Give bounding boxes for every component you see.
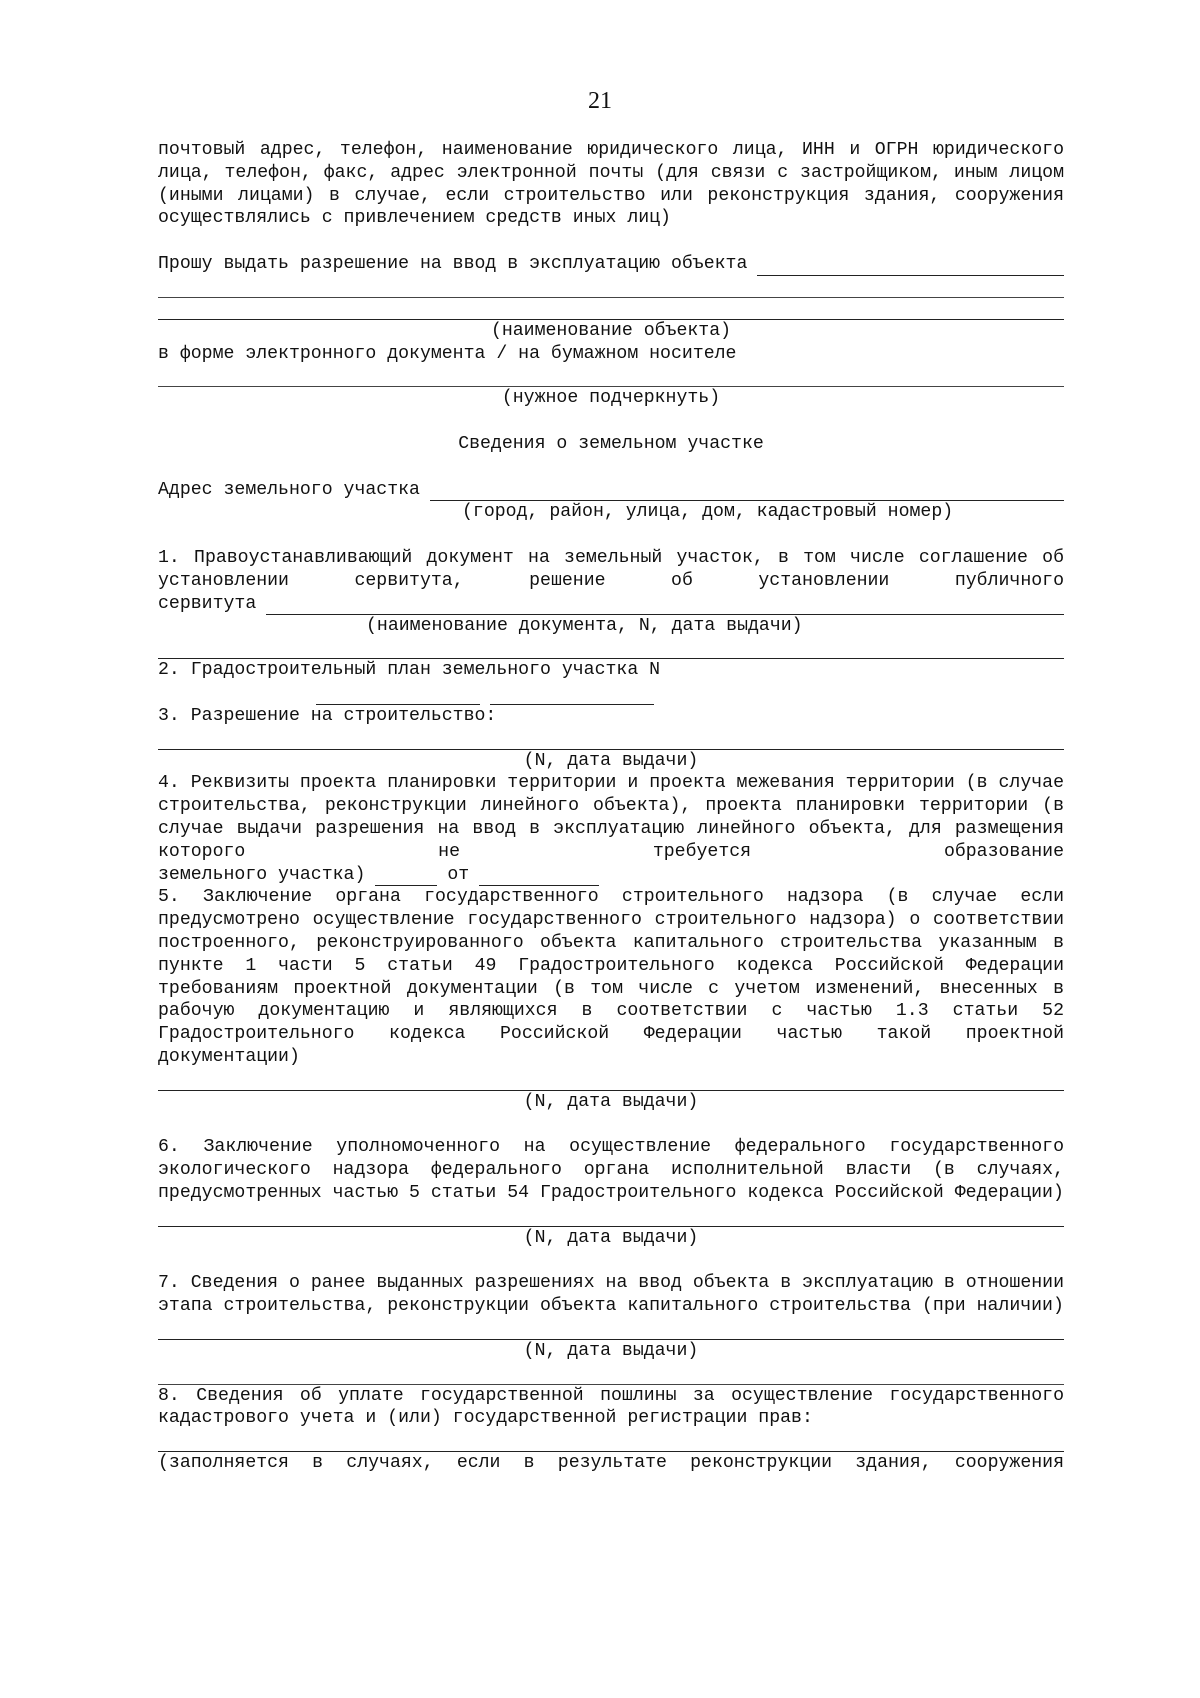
item-2-date-field[interactable] <box>490 688 654 705</box>
item-6-caption: (N, дата выдачи) <box>523 1227 699 1248</box>
object-name-caption: (наименование объекта) <box>490 320 732 341</box>
item-8-caption: (заполняется в случаях, если в результате реконструкции здания, сооружения <box>158 1453 1064 1474</box>
item-8-field[interactable] <box>158 1430 1064 1452</box>
item-4-number-field[interactable] <box>375 869 437 886</box>
item-6-field[interactable] <box>158 1205 1064 1227</box>
item-1-extra-line[interactable] <box>158 638 1064 659</box>
item-1-last-line <box>158 593 1064 616</box>
land-section-heading: Сведения о земельном участке <box>458 433 764 454</box>
item-2-text: 2. Градостроительный план земельного участка N <box>158 660 661 681</box>
applicant-details-paragraph: почтовый адрес, телефон, наименование юридического лица, ИНН и ОГРН юридического лица, телефон, факс, адрес электронной почты (для связи с застройщиком, иным лицом (иными лицами) в случае, если строительство или реконструкция здания, сооружения осуществлялись с привлечением средств иных лиц) <box>158 140 1064 229</box>
item-1-caption: (наименование документа, N, дата выдачи) <box>366 616 803 637</box>
document-body <box>158 139 1064 1475</box>
item-5-field[interactable] <box>158 1069 1064 1091</box>
item-5-caption: (N, дата выдачи) <box>523 1091 699 1112</box>
item-7-text: 7. Сведения о ранее выданных разрешениях на ввод объекта в эксплуатацию в отношении этапа строительства, реконструкции объекта капитального строительства (при наличии) <box>158 1273 1064 1317</box>
item-2-fields <box>158 682 1064 705</box>
item-6-text: 6. Заключение уполномоченного на осуществление федерального государственного экологического надзора федерального органа исполнительной власти (в случаях, предусмотренных частью 5 статьи 54 Градостроительного кодекса Российской Федерации) <box>158 1137 1064 1203</box>
item-8-text: 8. Сведения об уплате государственной пошлины за осуществление государственного кадастрового учета и (или) государственной регистрации прав: <box>158 1385 1064 1429</box>
object-name-line-2[interactable] <box>158 276 1064 298</box>
form-choice-line[interactable] <box>158 365 1064 387</box>
item-4-last-line-text: земельного участка) <box>158 864 366 885</box>
item-3-field[interactable] <box>158 728 1064 750</box>
item-4-date-field[interactable] <box>479 869 599 886</box>
land-address-field[interactable] <box>430 484 1064 501</box>
item-5-text: 5. Заключение органа государственного строительного надзора (в случае если предусмотрено осуществление государственного строительного надзора) о соответствии построенного, реконструированного объекта капитального строительства указанным в пункте 1 части 5 статьи 49 Градостроительного кодекса Российской Федерации требованиям проектной документации (в том числе с учетом изменений, внесенных в рабочую документацию и являющихся в соответствии с частью 1.3 статьи 52 Градостроительного кодекса Российской Федерации частью такой проектной документации) <box>158 887 1064 1067</box>
request-label: Прошу выдать разрешение на ввод в эксплуатацию объекта <box>158 253 748 274</box>
item-4-text: 4. Реквизиты проекта планировки территории и проекта межевания территории (в случае строительства, реконструкции линейного объекта), проекта планировки территории (в случае выдачи разрешения на ввод в эксплуатацию линейного объекта, для размещения которого не требуется образование <box>158 773 1064 862</box>
item-4-last-line <box>158 864 1064 887</box>
item-2-number-field[interactable] <box>316 688 480 705</box>
item-3-caption: (N, дата выдачи) <box>523 750 699 771</box>
land-address-label: Адрес земельного участка <box>158 479 420 500</box>
object-name-field[interactable] <box>757 259 1064 276</box>
form-choice-text: в форме электронного документа / на бумажном носителе <box>158 343 737 364</box>
form-choice-caption: (нужное подчеркнуть) <box>501 388 721 409</box>
item-3-text: 3. Разрешение на строительство: <box>158 705 497 726</box>
land-address-line <box>158 479 1064 502</box>
object-name-line-3[interactable] <box>158 298 1064 320</box>
page-number: 21 <box>588 88 612 114</box>
item-7-field[interactable] <box>158 1318 1064 1340</box>
request-line <box>158 253 1064 276</box>
item-1-text: 1. Правоустанавливающий документ на земельный участок, в том числе соглашение об установлении сервитута, решение об установлении публичного <box>158 547 1064 591</box>
item-1-document-field[interactable] <box>266 598 1064 615</box>
item-7-caption: (N, дата выдачи) <box>523 1340 699 1361</box>
item-4-from-word: от <box>447 864 470 885</box>
item-7-extra-line[interactable] <box>158 1363 1064 1385</box>
item-1-last-word: сервитута <box>158 593 257 614</box>
land-address-caption: (город, район, улица, дом, кадастровый номер) <box>462 502 954 523</box>
